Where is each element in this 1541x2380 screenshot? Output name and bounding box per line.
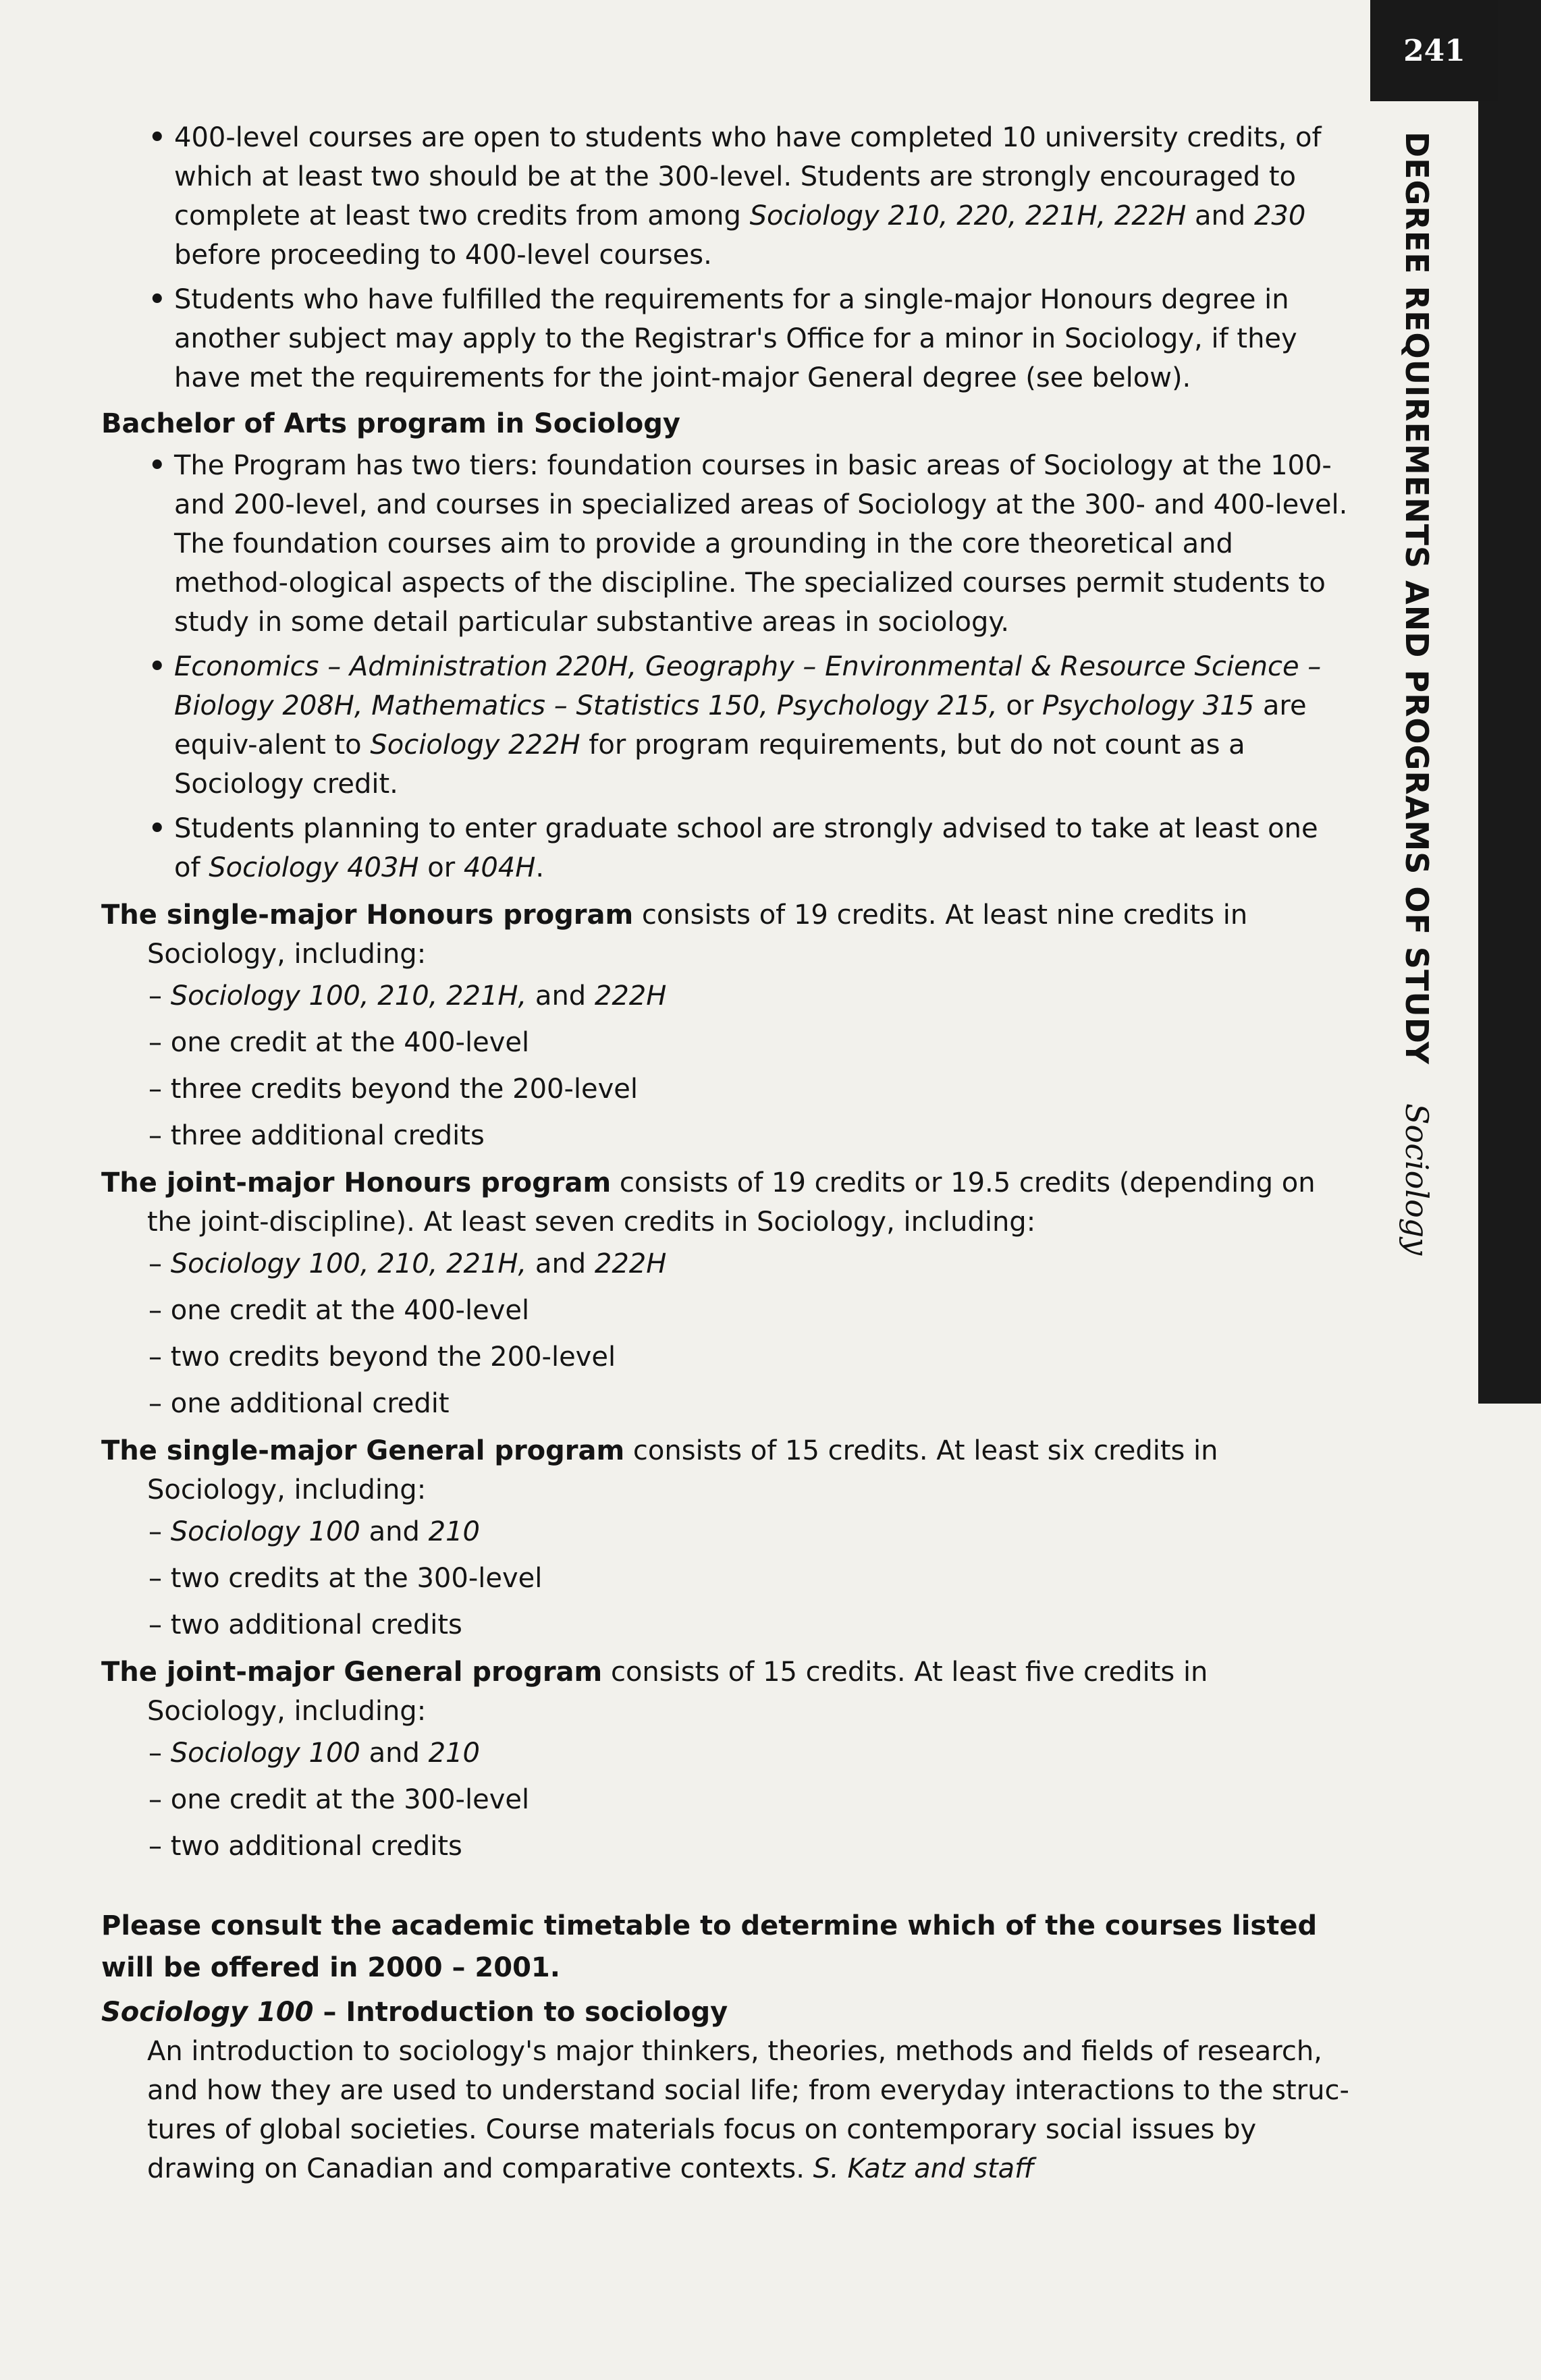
course-instructor: S. Katz and staff	[813, 2153, 1035, 2184]
course-reference: Sociology 403H	[209, 852, 419, 883]
course-reference: 222H	[594, 1248, 667, 1279]
course-reference: 230	[1253, 200, 1306, 231]
bullet-text: are equiv-alent to	[174, 690, 1307, 760]
course-title	[101, 1993, 1350, 2032]
requirement-text: two credits at the 300-level	[170, 1563, 543, 1594]
program-description	[101, 895, 1350, 974]
requirement-text: and	[360, 1738, 429, 1769]
requirement-list	[101, 1244, 1350, 1423]
requirement-text: and	[526, 980, 595, 1012]
program-requirements: consists of 15 credits. At least five credits in Sociology, including:	[147, 1657, 1208, 1727]
section-tab-bar	[1478, 101, 1541, 1404]
intro-bullet-list	[101, 118, 1350, 397]
requirement-item: – two additional credits	[148, 1831, 462, 1862]
bullet-text: or	[997, 690, 1043, 721]
requirement-text: one credit at the 400-level	[170, 1027, 530, 1058]
bullet-text: Students who have fulfilled the requirements for a single-major Honours degree in another subject may apply to the Registrar's Office for a minor in Sociology, if they have met the requirements for the joint-major General degree (see below).	[174, 284, 1297, 393]
bullet-text: and	[1186, 200, 1254, 231]
course-reference: Sociology 100	[170, 1738, 360, 1769]
course-reference: Sociology 100	[170, 1516, 360, 1547]
main-text-column	[101, 118, 1350, 2188]
bullet-text: Students planning to enter graduate school are strongly advised to take at least one of	[174, 813, 1318, 883]
bullet-text: 400-level courses are open to students who have completed 10 university credits, of which at least two should be at the 300-level. Students are strongly encouraged to complete at least two credits from among	[174, 122, 1322, 231]
requirement-text: two additional credits	[170, 1609, 462, 1640]
course-reference: 210	[428, 1516, 480, 1547]
subject-label: Sociology	[1399, 1103, 1435, 1256]
requirement-item: – two credits at the 300-level	[148, 1563, 543, 1594]
list-item	[174, 647, 1350, 804]
requirement-item: – Sociology 100, 210, 221H, and 222H	[148, 1248, 667, 1279]
program-requirements: consists of 15 credits. At least six credits in Sociology, including:	[147, 1435, 1218, 1505]
requirement-text: three credits beyond the 200-level	[170, 1074, 639, 1105]
requirement-text: one additional credit	[170, 1388, 450, 1419]
requirement-list	[101, 1512, 1350, 1644]
section-title: DEGREE REQUIREMENTS AND PROGRAMS OF STUDY	[1399, 132, 1435, 1065]
course-reference: Sociology 222H	[370, 729, 580, 760]
requirement-item: – one additional credit	[148, 1388, 450, 1419]
course-name: – Introduction to sociology	[313, 1997, 728, 2028]
list-item	[174, 280, 1350, 397]
program-description	[101, 1431, 1350, 1510]
program-name: The single-major General program	[101, 1435, 625, 1466]
course-description	[101, 2032, 1350, 2188]
requirement-list	[101, 1734, 1350, 1866]
section-running-header	[1399, 132, 1435, 1255]
course-reference: Economics – Administration 220H, Geography – Environmental & Resource Science – Biology 208H, Mathematics – Statistics 150, Psychology 215,	[174, 651, 1322, 721]
timetable-notice: Please consult the academic timetable to determine which of the courses listed will be offered in 2000 – 2001.	[101, 1910, 1318, 1983]
program-description	[101, 1163, 1350, 1242]
course-reference: Sociology 100, 210, 221H,	[170, 1248, 527, 1279]
requirement-text: and	[526, 1248, 595, 1279]
course-code: Sociology 100	[101, 1997, 314, 2028]
program-name: The single-major Honours program	[101, 900, 634, 931]
bullet-text: before proceeding to 400-level courses.	[174, 240, 712, 271]
list-item	[174, 446, 1350, 642]
program-description	[101, 1653, 1350, 1731]
course-reference: Sociology 210, 220, 221H, 222H	[749, 200, 1187, 231]
program-requirements: consists of 19 credits or 19.5 credits (depending on the joint-discipline). At least seven credits in Sociology, including:	[147, 1167, 1316, 1238]
requirement-item: – two additional credits	[148, 1609, 462, 1640]
requirement-text: three additional credits	[170, 1120, 485, 1151]
requirement-text: two additional credits	[170, 1831, 462, 1862]
program-requirements: consists of 19 credits. At least nine credits in Sociology, including:	[147, 900, 1248, 970]
requirement-item: – Sociology 100 and 210	[148, 1738, 480, 1769]
bullet-text: or	[418, 852, 464, 883]
course-reference: 404H	[463, 852, 536, 883]
ba-program-bullets	[101, 446, 1350, 887]
list-item	[174, 118, 1350, 275]
requirement-item: – one credit at the 400-level	[148, 1027, 530, 1058]
program-name: The joint-major General program	[101, 1657, 603, 1688]
course-reference: 222H	[594, 980, 667, 1012]
tab-edge	[1498, 0, 1541, 101]
requirement-item: – Sociology 100 and 210	[148, 1516, 480, 1547]
requirement-item: – Sociology 100, 210, 221H, and 222H	[148, 980, 667, 1012]
course-reference: 210	[428, 1738, 480, 1769]
course-reference: Sociology 100, 210, 221H,	[170, 980, 527, 1012]
ba-program-heading: Bachelor of Arts program in Sociology	[101, 408, 680, 439]
requirement-item: – one credit at the 400-level	[148, 1295, 530, 1326]
requirement-text: one credit at the 300-level	[170, 1784, 530, 1815]
course-reference: Psychology 315	[1042, 690, 1255, 721]
bullet-text: .	[535, 852, 545, 883]
requirement-item: – one credit at the 300-level	[148, 1784, 530, 1815]
requirement-list	[101, 976, 1350, 1155]
requirement-item: – three additional credits	[148, 1120, 485, 1151]
page-number: 241	[1370, 0, 1498, 101]
requirement-item: – three credits beyond the 200-level	[148, 1074, 639, 1105]
requirement-text: two credits beyond the 200-level	[170, 1341, 616, 1373]
program-name: The joint-major Honours program	[101, 1167, 612, 1198]
list-item	[174, 809, 1350, 887]
bullet-text: for program requirements, but do not count as a Sociology credit.	[174, 729, 1245, 800]
requirement-text: one credit at the 400-level	[170, 1295, 530, 1326]
requirement-item: – two credits beyond the 200-level	[148, 1341, 616, 1373]
course-description-text: An introduction to sociology's major thinkers, theories, methods and fields of research, and how they are used to understand social life; from everyday interactions to the struc-tures of global societies. Course materials focus on contemporary social issues by drawing on Canadian and comparative contexts.	[147, 2036, 1349, 2184]
bullet-text: The Program has two tiers: foundation courses in basic areas of Sociology at the 100- and 200-level, and courses in specialized areas of Sociology at the 300- and 400-level. The foundation courses aim to provide a grounding in the core theoretical and method-ological aspects of the discipline. The specialized courses permit students to study in some detail particular substantive areas in sociology.	[174, 450, 1348, 638]
requirement-text: and	[360, 1516, 429, 1547]
